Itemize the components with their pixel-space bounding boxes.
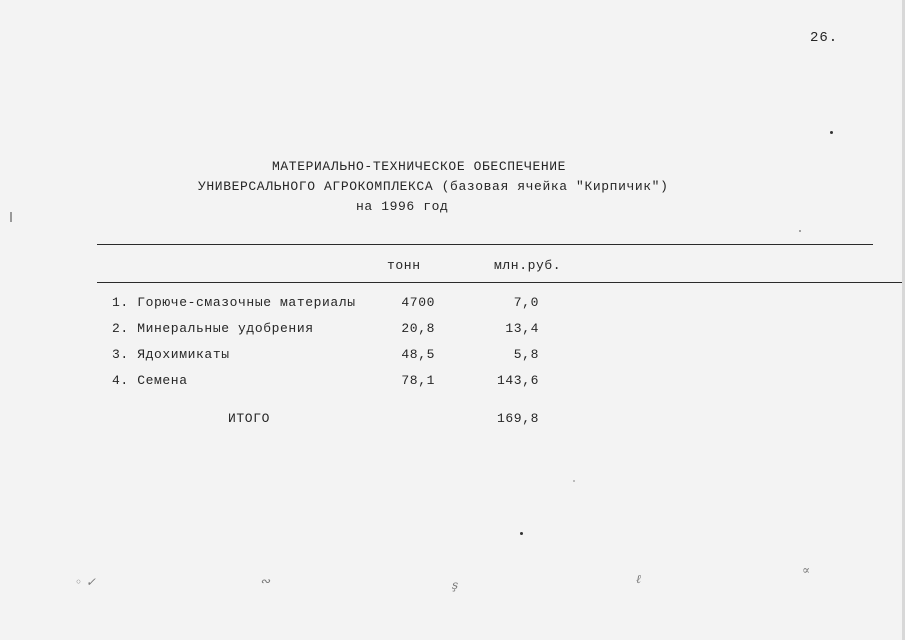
table-row	[0, 373, 905, 393]
row-mln-rub: 13,4	[505, 321, 539, 336]
table-row	[0, 321, 905, 341]
row-label: 2. Минеральные удобрения	[112, 321, 314, 336]
row-tonn: 78,1	[401, 373, 435, 388]
total-value: 169,8	[496, 411, 539, 426]
scan-smudge: ş	[452, 578, 459, 592]
row-tonn: 48,5	[401, 347, 435, 362]
title-line-2: УНИВЕРСАЛЬНОГО АГРОКОМПЛЕКСА (базовая ячейка "Кирпичик")	[198, 179, 669, 194]
row-tonn: 4700	[401, 295, 435, 310]
title-line-1: МАТЕРИАЛЬНО-ТЕХНИЧЕСКОЕ ОБЕСПЕЧЕНИЕ	[272, 159, 567, 174]
scan-smudge: ℓ	[636, 572, 641, 586]
row-tonn: 20,8	[401, 321, 435, 336]
page-number: 26.	[810, 30, 839, 46]
row-mln-rub: 143,6	[496, 373, 539, 388]
column-header-tonn: тонн	[387, 258, 421, 273]
title-line-3: на 1996 год	[356, 199, 449, 214]
row-mln-rub: 7,0	[513, 295, 539, 310]
table-row	[0, 347, 905, 367]
margin-mark	[10, 212, 12, 222]
scan-speck	[799, 230, 801, 232]
total-label: ИТОГО	[228, 411, 271, 426]
row-label: 4. Семена	[112, 373, 188, 388]
row-mln-rub: 5,8	[513, 347, 539, 362]
table-row	[0, 295, 905, 315]
column-header-mln-rub: млн.руб.	[494, 258, 562, 273]
scan-speck	[830, 131, 833, 134]
scan-smudge: ∝	[802, 563, 811, 577]
table-header-rule	[97, 282, 902, 283]
row-label: 1. Горюче-смазочные материалы	[112, 295, 356, 310]
table-top-rule	[97, 244, 873, 245]
row-label: 3. Ядохимикаты	[112, 347, 230, 362]
scan-smudge: ∾	[260, 574, 271, 588]
scan-speck	[520, 532, 523, 535]
scan-smudge: ◦ ✓	[75, 575, 96, 589]
scan-speck	[573, 480, 575, 482]
